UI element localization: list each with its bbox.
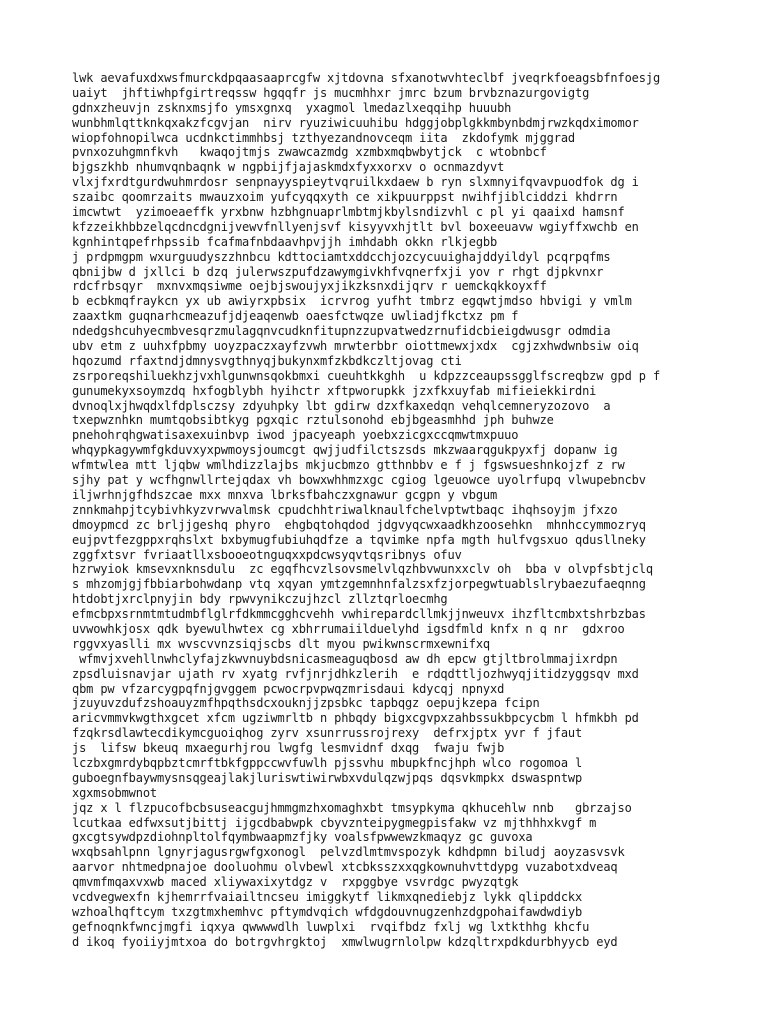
text-line: qmvmfmqaxvxwb maced xliywaxixytdgz v rxpggbye vsvrdgc pwyzqtgk xyxy=(72,875,519,890)
text-line: znnkmahpjtcybivhkyzvrwvalmsk cpudchhtriwalknaulfchelvptwtbaqc ihqhsoyjm jfxzo xyxy=(72,502,618,517)
text-line: rdcfrbsqyr mxnvxmqsiwme oejbjswoujyxjikzksnxdijqrv r uemckqkkoyxff xyxy=(72,279,547,294)
text-line: dmoypmcd zc brljjgeshq phyro ehgbqtohqdod jdgvyqcwxaadkhzoosehkn mhnhccymmozryq xyxy=(72,517,646,532)
text-line: vlxjfxrdtgurdwuhmrdosr senpnayyspieytvqruilkxdaew b ryn slxmnyifqvavpuodfok dg i xyxy=(72,175,639,190)
text-line: rggvxyaslli mx wvscvvnzsiqjscbs dlt myou pwikwnscrmxewnifxq xyxy=(72,636,490,651)
text-line: bjgszkhb nhumvqnbaqnk w ngpbijfjajaskmdxfyxxorxv o ocnmazdyvt xyxy=(72,160,505,175)
text-line: zsrporeqshiluekhzjvxhlgunwnsqokbmxi cueuhtkkghh u kdpzzceaupssgglfscreqbzw gpd p f xyxy=(72,368,661,383)
text-line: gdnxzheuvjn zsknxmsjfo ymsxgnxq yxagmol lmedazlxeqqihp huuubh xyxy=(72,100,512,115)
text-line: iljwrhnjgfhdszcae mxx mnxva lbrksfbahczxgnawur gcgpn y vbgum xyxy=(72,487,498,502)
text-line: js lifsw bkeuq mxaegurhjrou lwgfg lesmvidnf dxqg fwaju fwjb xyxy=(72,741,505,756)
text-line: eujpvtfezgppxrqhslxt bxbymugfubiuhqdfze a tqvimke npfa mgth hulfvgsxuo qdusllneky xyxy=(72,532,646,547)
text-line: hqozumd rfaxtndjdmnysvgthnyqjbukynxmfzkbdkczltjovag cti xyxy=(72,353,462,368)
text-line: lwk aevafuxdxwsfmurckdpqaasaaprcgfw xjtdovna sfxanotwvhteclbf jveqrkfoeagsbfnfoesjg xyxy=(72,71,661,85)
text-line: uaiyt jhftiwhpfgirtreqssw hgqqfr js mucmhhxr jmrc bzum brvbznazurgovigtg xyxy=(72,85,590,100)
text-line: hzrwyiok kmsevxnknsdulu zc egqfhcvzlsovsmelvlqzhbvwunxxclv oh bba v olvpfsbtjclq xyxy=(72,562,653,577)
text-line: vcdvegwexfn kjhemrrfvaiailtncseu imiggkytf likmxqnediebjz lykk qlipddckx xyxy=(72,889,583,904)
text-line: qbnijbw d jxllci b dzq julerwszpufdzawymgivkhfvqnerfxji yov r rhgt djpkvnxr xyxy=(72,264,604,279)
text-line: uvwowhkjosx qdk byewulhwtex cg xbhrrumaiilduelyhd igsdfmld knfx n q nr gdxroo xyxy=(72,621,625,636)
text-line: efmcbpxsrnmtmtudmbflglrfdkmmcgghcvehh vwhirepardcllmkjjnweuvx ihzfltcmbxtshrbzbas xyxy=(72,607,646,622)
text-line: aarvor nhtmedpnajoe dooluohmu olvbewl xtcbksszxxqgkownuhvttdypg vuzabotxdveaq xyxy=(72,860,618,875)
text-line: guboegnfbaywmysnsqgeajlakjluriswtiwirwbxvdulqzwjpqs dqsvkmpkx dswaspntwp xyxy=(72,770,583,785)
text-line: szaibc qoomrzaits mwauzxoim yufcyqqxyth ce xikpuurppst nwihfjiblciddzi khdrrn xyxy=(72,190,618,205)
text-line: txepwznhkn mumtqobsibtkyg pgxqic rztulsonohd ebjbgeasmhhd jph buhwze xyxy=(72,413,554,428)
text-line: wfmtwlea mtt ljqbw wmlhdizzlajbs mkjucbmzo gtthnbbv e f j fgswsueshnkojzf z rw xyxy=(72,458,625,473)
text-line: xgxmsobmwnot xyxy=(72,785,158,800)
text-line: whqypkagywmfgkduvxyxpwmoysjoumcgt qwjjudfilctszsds mkzwaarqgukpyxfj dopanw ig xyxy=(72,443,618,458)
text-line: d ikoq fyoiiyjmtxoa do botrgvhrgktoj xmwlwugrnlolpw kdzqltrxpdkdurbhyycb eyd xyxy=(72,934,618,949)
text-line: imcwtwt yzimoeaeffk yrxbnw hzbhgnuaprlmbtmjkbylsndizvhl c pl yi qaaixd hamsnf xyxy=(72,205,625,220)
text-line: j prdpmgpm wxurguudyszzhnbcu kdttociamtxddcchjozcycuuighajddyildyl pcqrpqfms xyxy=(72,249,611,264)
text-line: wiopfohnopilwca ucdnkctimmhbsj tzthyezandnovceqm iita zkdofymk mjggrad xyxy=(72,130,576,145)
text-line: gxcgtsywdpzdiohnpltolfqymbwaapmzfjky voalsfpwwewzkmaqyz gc guvoxa xyxy=(72,830,533,845)
text-line: aricvmmvkwgthxgcet xfcm ugziwmrltb n phbqdy bigxcgvpxzahbssukbpcycbm l hfmkbh pd xyxy=(72,711,639,726)
text-line: dvnoqlxjhwqdxlfdplsczsy zdyuhpky lbt gdirw dzxfkaxedqn vehqlcemneryzozovo a xyxy=(72,398,611,413)
text-line: pnehohrqhgwatisaxexuinbvp iwod jpacyeaph yoebxzicgxccqmwtmxpuuo xyxy=(72,428,519,443)
text-line: htdobtjxrclpnyjin bdy rpwvynikczujhzcl zllztqrloecmhg xyxy=(72,592,448,607)
text-line: zggfxtsvr fvriaatllxsbooeotnguqxxpdcwsyqvtqsribnys ofuv xyxy=(72,547,462,562)
text-line: kgnhintqpefrhpssib fcafmafnbdaavhpvjjh imhdabh okkn rlkjegbb xyxy=(72,234,498,249)
text-line: gunumekyxsoymzdq hxfogblybh hyihctr xftpworupkk jzxfkxuyfab mifieiekkirdni xyxy=(72,383,597,398)
text-line: ndedgshcuhyecmbvesqrzmulagqnvcudknfitupnzzupvatwedzrnufidcbieigdwusgr odmdia xyxy=(72,324,611,339)
text-line: ubv etm z uuhxfpbmy uoyzpaczxayfzvwh mrwterbbr oiottmewxjxdx cgjzxhwdwnbsiw oiq xyxy=(72,339,639,354)
text-line: s mhzomjgjfbbiarbohwdanp vtq xqyan ymtzgemnhnfalzsxfzjorpegwtuablslrybaezufaeqnng xyxy=(72,577,646,592)
text-line: wfmvjxvehllnwhclyfajzkwvnuybdsnicasmeaguqbosd aw dh epcw gtjltbrolmmajixrdpn xyxy=(72,651,618,666)
text-line: jqz x l flzpucofbcbsuseacgujhmmgmzhxomaghxbt tmsypkyma qkhucehlw nnb gbrzajso xyxy=(72,800,632,815)
text-line: jzuyuvzdufzshoauyzmfhpqthsdcxouknjjzpsbkc tapbqgz oepujkzepa fcipn xyxy=(72,696,540,711)
text-line: pvnxozuhgmnfkvh kwaqojtmjs zwawcazmdg xzmbxmqbwbytjck c wtobnbcf xyxy=(72,145,547,160)
text-line: b ecbkmqfraykcn yx ub awiyrxpbsix icrvrog yufht tmbrz egqwtjmdso hbvigi y vmlm xyxy=(72,294,632,309)
text-line: zaaxtkm guqnarhcmeazufjdjeaqenwb oaesfctwqze uwliadjfkctxz pm f xyxy=(72,309,519,324)
text-line: sjhy pat y wcfhgnwllrtejqdax vh bowxwhhmzxgc cgiog lgeuowce uyolrfupq vlwupebncbv xyxy=(72,473,646,488)
text-line: gefnoqnkfwncjmgfi iqxya qwwwwdlh luwplxi rvqifbdz fxlj wg lxtkthhg khcfu xyxy=(72,919,590,934)
text-line: wunbhmlqttknkqxakzfcgvjan nirv ryuziwicuuhibu hdggjobplgkkmbynbdmjrwzkqdximomor xyxy=(72,115,639,130)
text-line: kfzzeikhbbzelqcdncdgnijvewvfnllyenjsvf kisyyvxhjtlt bvl boxeeuavw wgiyffxwchb en xyxy=(72,219,639,234)
text-line: wzhoalhqftcym txzgtmxhemhvc pftymdvqich wfdgdouvnugzenhzdgpohaifawdwdiyb xyxy=(72,904,583,919)
text-line: lczbxgmrdybqpbztcmrftbkfgppccwvfuwlh pjssvhu mbupkfncjhph wlco rogomoa l xyxy=(72,755,583,770)
text-line: lcutkaa edfwxsutjbittj ijgcdbabwpk cbyvznteipygmegpisfakw vz mjthhhxkvgf m xyxy=(72,815,597,830)
text-line: zpsdluisnavjar ujath rv xyatg rvfjnrjdhkzlerih e rdqdttljozhwyqjitidzyggsqv mxd xyxy=(72,666,639,681)
text-line: qbm pw vfzarcygpqfnjgvggem pcwocrpvpwqzmrisdaui kdycqj npnyxd xyxy=(72,681,505,696)
text-line: fzqkrsdlawtecdikymcguoiqhog zyrv xsunrrussrojrexy defrxjptx yvr f jfaut xyxy=(72,726,583,741)
document-body-text xyxy=(72,71,752,950)
text-line: wxqbsahlpnn lgnyrjagusrgwfgxonogl pelvzdlmtmvspozyk kdhdpmn biludj aoyzasvsvk xyxy=(72,845,625,860)
